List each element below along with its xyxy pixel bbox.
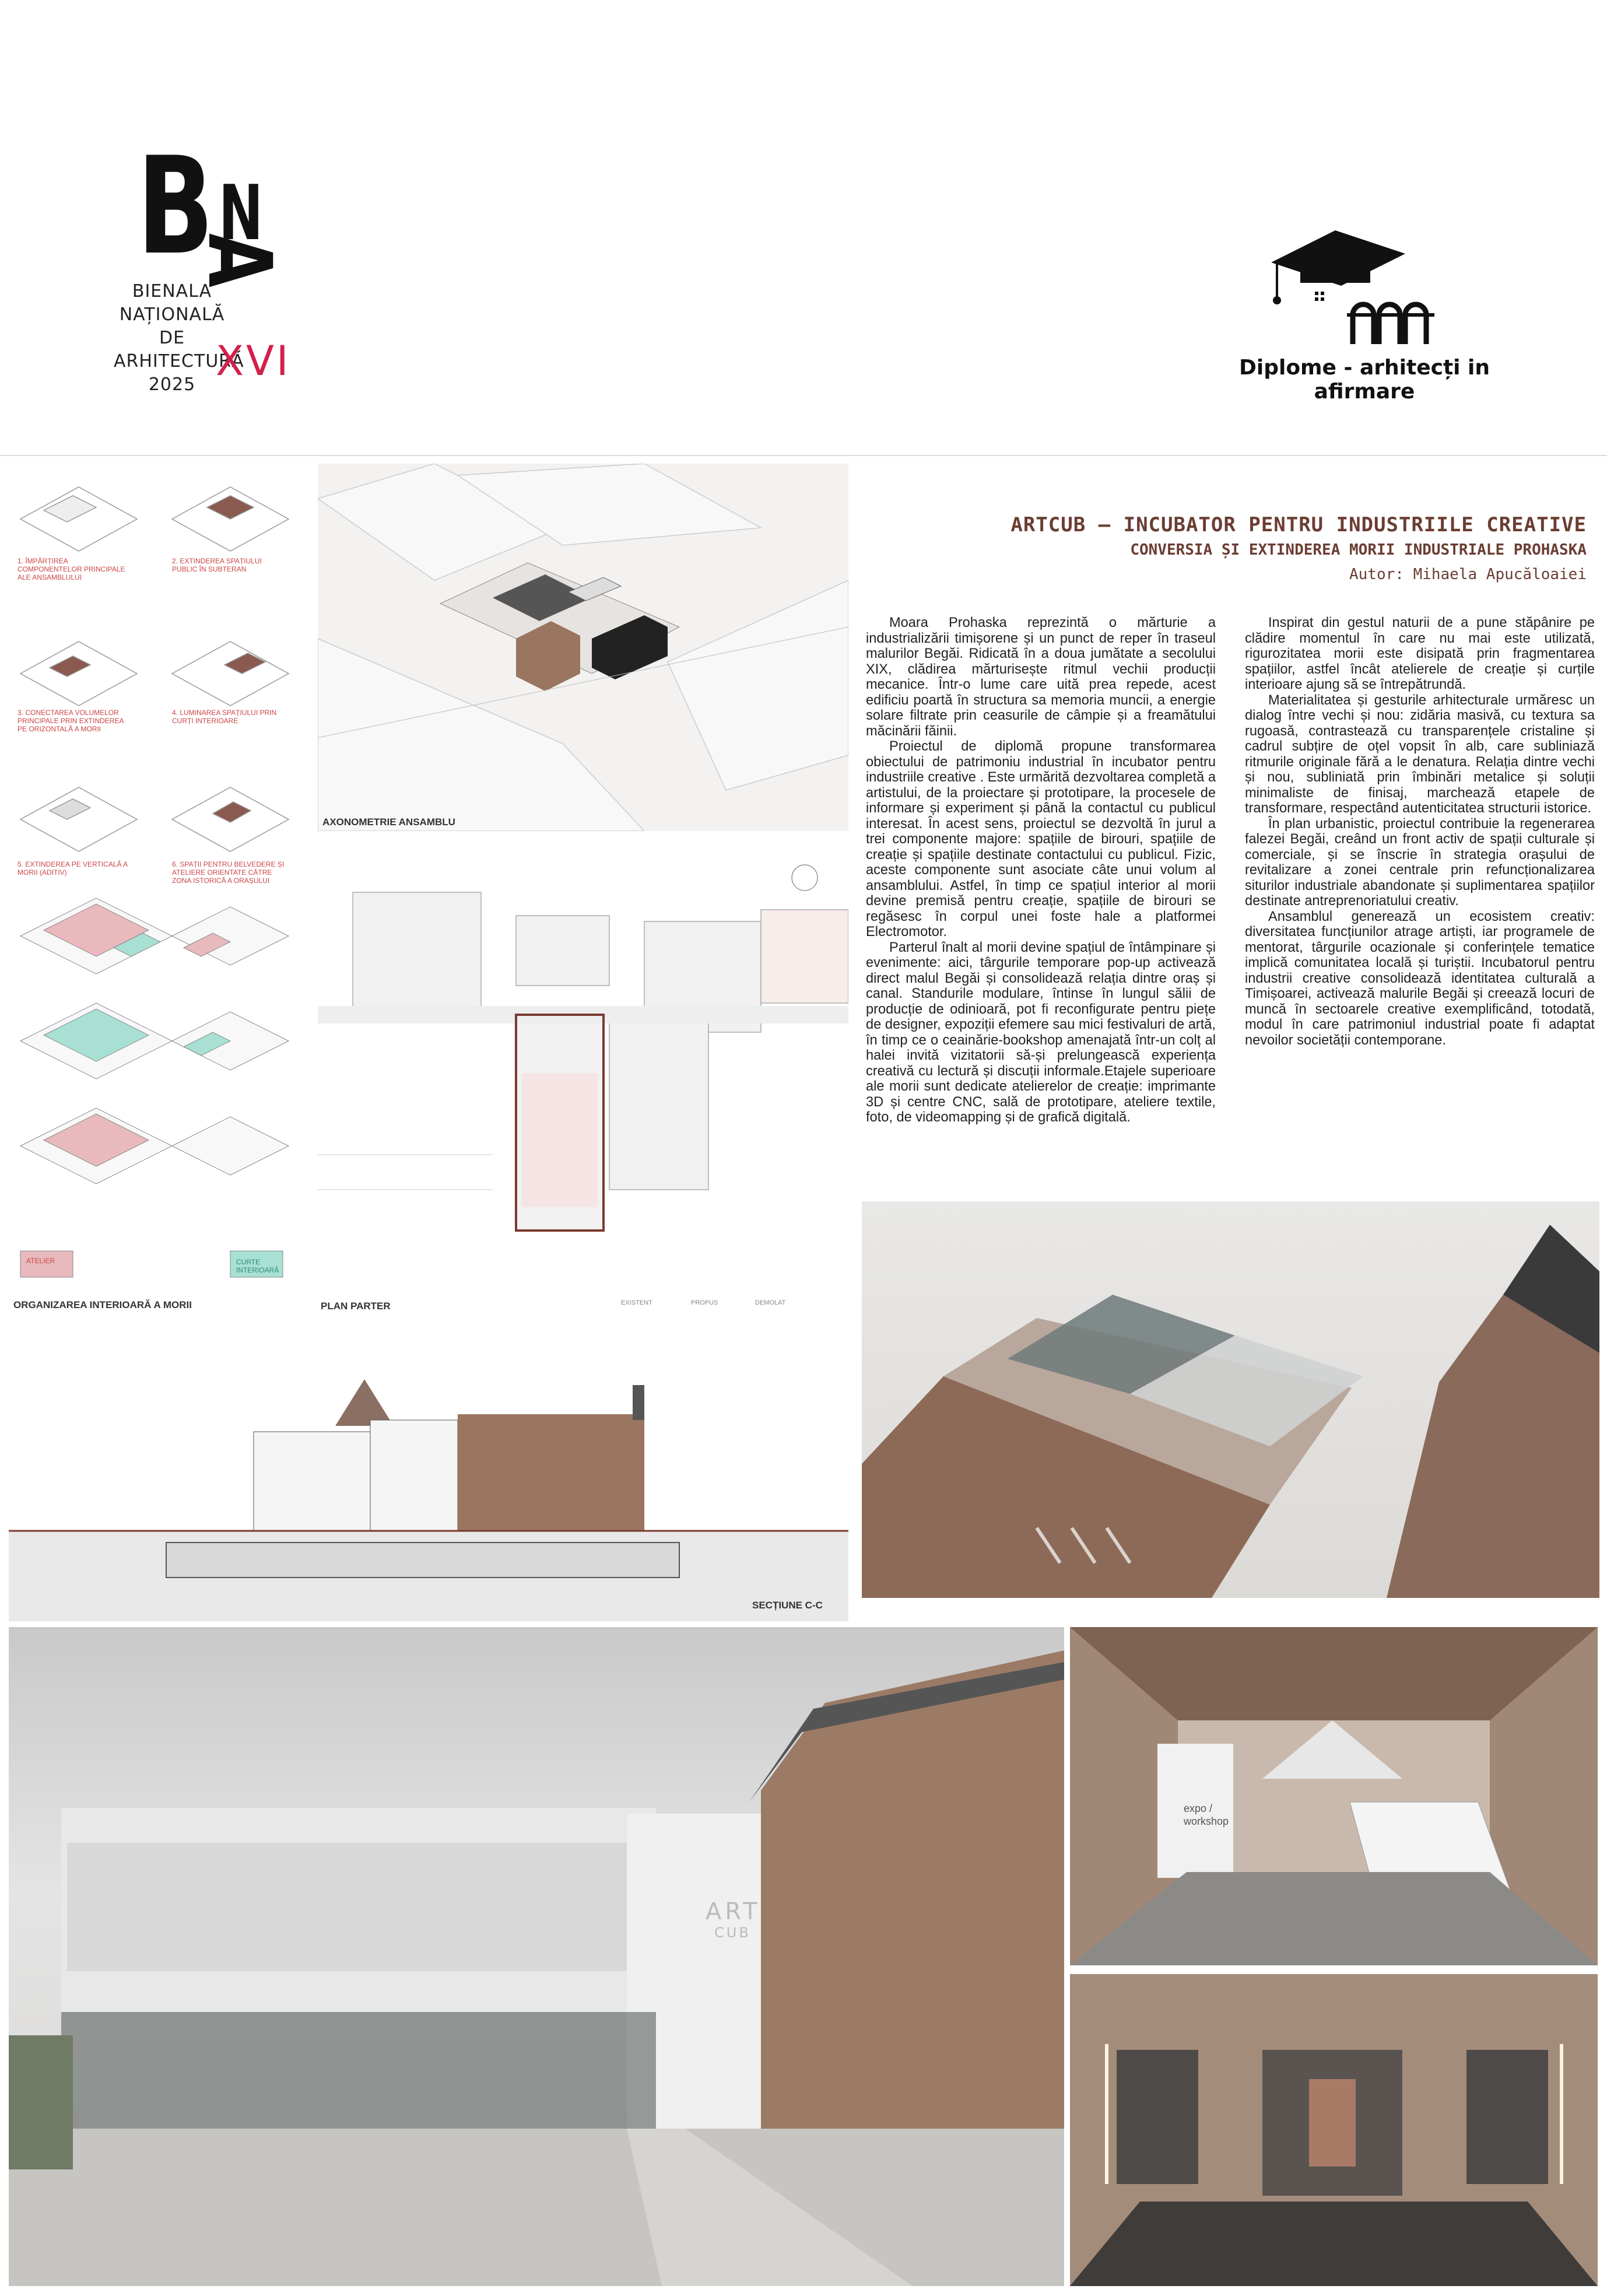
logo-subtitle-line: 2025 — [148, 374, 196, 395]
diagram-step-1: 1. ÎMPĂRȚIREA COMPONENTELOR PRINCIPALE ALE ANSAMBLULUI — [17, 557, 125, 581]
diagram-step-3: 3. CONECTAREA VOLUMELOR PRINCIPALE PRIN EXTINDEREA PE ORIZONTALĂ A MORII — [17, 709, 124, 733]
render-interior-gallery — [1070, 1974, 1598, 2286]
render-roof — [862, 1201, 1599, 1598]
logo-subtitle — [114, 280, 244, 397]
project-subtitle: CONVERSIA ȘI EXTINDEREA MORII INDUSTRIALE PROHASKA — [1130, 541, 1587, 559]
project-title: ARTCUB – INCUBATOR PENTRU INDUSTRIILE CREATIVE — [1010, 513, 1587, 537]
axonometrie-label: AXONOMETRIE ANSAMBLU — [322, 816, 455, 828]
paragraph: În plan urbanistic, proiectul contribuie la regenerarea falezei Begăi, creând un front activ de spații culturale și comerciale, și se înscrie în strategia orașului de revitalizare a zonei centrale prin refuncționalizarea siturilor industriale abandonate și suplimentarea spațiilor destinate antreprenoriatului creativ. — [1245, 816, 1595, 909]
logo-edition: XVI — [216, 337, 291, 385]
paragraph: Ansamblul generează un ecosistem creativ: diversitatea funcțiunilor atrage artiști, iar programele de mentorat, târgurile ocazionale și conferințele tematice implică comunitatea locală și turiștii. Incubatorul pentru industrii creative consolidează identitatea culturală a Timișoarei, activează malurile Begăi și creează locuri de muncă în sectoarele creative exemplificând, totodată, modul în care patrimoniul industrial poate fi adaptat nevoilor societății contemporane. — [1245, 909, 1595, 1048]
legend-atelier: ATELIER — [26, 1257, 55, 1265]
render-sign-cub: CUB — [714, 1925, 751, 1941]
plan-legend-existent: EXISTENT — [621, 1299, 652, 1306]
paragraph: Materialitatea și gesturile arhitecturale urmăresc un dialog între vechi și nou: zidăria masivă, cu textura sa rugoasă, contrastează cu transparențele cristaline și cadrul subțire de oțel vopsit în alb, care subliniază ritmurile originale fără a le denatura. Relația dintre vechi și nou, subliniată prin îmbinări metalice și soluții minimaliste de finisaj, marchează etapele de transformare, respectând autenticitatea structurii istorice. — [1245, 692, 1595, 816]
organizare-label: ORGANIZAREA INTERIOARĂ A MORII — [13, 1299, 192, 1310]
diagram-step-2: 2. EXTINDEREA SPAȚIULUI PUBLIC ÎN SUBTERAN — [172, 557, 262, 573]
logo-subtitle-line: NAȚIONALĂ — [119, 304, 225, 325]
legend-curte: CURTE INTERIOARĂ — [236, 1258, 279, 1274]
diagram-panel — [9, 458, 309, 1315]
section-drawing — [9, 1327, 848, 1621]
plan-drawing — [318, 840, 848, 1248]
paragraph: Moara Prohaska reprezintă o mărturie a industrializării timișorene și un punct de reper în traseul malurilor Begăi. Ridicată în a doua jumătate a secolului XIX, clădirea mărturisește ritmul vechii producții mecanice. Într-o lume care uită prea repede, acest edificiu poartă în structura sa memoria muncii, a energie solare filtrate prin ceasurile de câmpie și a freamătului măcinării făinii. — [866, 615, 1216, 739]
plan-panel — [318, 840, 848, 1315]
graduation-cap-icon — [1265, 227, 1458, 350]
divider — [0, 455, 1607, 456]
axonometrie-drawing — [318, 464, 848, 831]
plan-legend-demolat: DEMOLAT — [755, 1299, 786, 1306]
interior-sign: expo / workshop — [1184, 1803, 1229, 1827]
diagram-step-4: 4. LUMINAREA SPAȚIULUI PRIN CURȚI INTERIOARE — [172, 709, 277, 725]
partner-label: Diplome - arhitecți in afirmare — [1238, 356, 1490, 404]
text-column-2 — [1245, 615, 1595, 1048]
axonometrie-panel — [318, 464, 848, 831]
plan-label: PLAN PARTER — [321, 1301, 391, 1312]
render-interior-hall-drawing — [1070, 1627, 1598, 1965]
logo-letter-n: N — [219, 169, 264, 257]
render-sign-art: ART — [706, 1898, 761, 1925]
project-author: Autor: Mihaela Apucăloaiei — [1349, 566, 1587, 583]
render-interior-gallery-drawing — [1070, 1974, 1598, 2286]
section-label: SECȚIUNE C-C — [752, 1600, 823, 1611]
paragraph: Proiectul de diplomă propune transformarea obiectului de patrimoniu industrial în incubator pentru industriile creative . Este urmărită dezvoltarea completă a artistului, de la proiectare și prototipare, la procesele de informare și experiment și până la contactul cu publicul interesat. În acest sens, proiectul se dezvoltă în jurul a trei componente majore: spațiile de birouri, spațiile de creație și spațiile destinate contactului cu publicul. Fizic, aceste componente sunt asociate câte unui volum al ansamblului. Astfel, în timp ce spațiul interior al morii devine premisă pentru creație, spațiile de birouri se regăsesc în corpul unei foste hale a platformei Electromotor. — [866, 739, 1216, 940]
paragraph: Parterul înalt al morii devine spațiul de întâmpinare și evenimente: aici, târgurile temporare pop-up activează direct malul Begăi și consolidează relația dintre oraș și canal. Standurile modulare, întinse în lungul sălii de producție de odinioară, pot fi reconfigurate pentru piețe de designer, expoziții efemere sau mici festivaluri de artă, în timp ce o ceainărie-bookshop amenajată într-un colț al halei invită vizitatorii să-și prelungească experiența creativă cu lectură și discuții informale.Etajele superioare ale morii sunt dedicate atelierelor de creație: imprimante 3D și centre CNC, sală de prototipare, ateliere textile, foto, de videomapping și de grafică digitală. — [866, 940, 1216, 1125]
text-column-1 — [866, 615, 1216, 1126]
logo-letter-b: B — [137, 129, 214, 285]
logo-subtitle-line: DE — [159, 328, 185, 348]
logo-letter-a: A — [188, 233, 290, 288]
render-interior-hall — [1070, 1627, 1598, 1965]
diagram-sketches — [9, 458, 309, 1315]
logo-subtitle-line: ARHITECTURĂ — [114, 351, 244, 371]
render-main-drawing — [9, 1627, 1064, 2286]
plan-legend-propus: PROPUS — [691, 1299, 718, 1306]
paragraph: Inspirat din gestul naturii de a pune stăpânire pe clădire momentul în care nu mai este utilizată, rigurozitatea morii este disipată prin fragmentarea spațiilor, astfel încât atelierele de creație și curțile interioare ajung să se întrepătrundă. — [1245, 615, 1595, 692]
section-panel — [9, 1327, 848, 1621]
render-roof-drawing — [862, 1201, 1599, 1598]
render-main — [9, 1627, 1064, 2286]
diagram-step-6: 6. SPAȚII PENTRU BELVEDERE ȘI ATELIERE ORIENTATE CĂTRE ZONA ISTORICĂ A ORAȘULUI — [172, 860, 285, 885]
diagram-step-5: 5. EXTINDEREA PE VERTICALĂ A MORII (ADITIV) — [17, 860, 128, 877]
logo-subtitle-line: BIENALA — [132, 281, 212, 302]
